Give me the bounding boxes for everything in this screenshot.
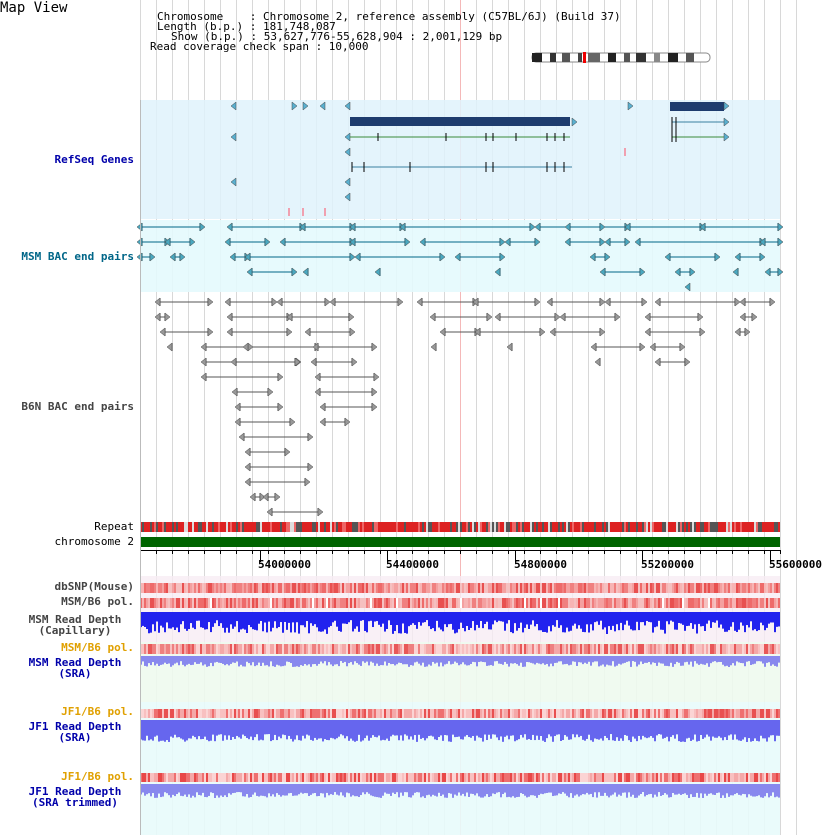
repeat-track[interactable] <box>140 522 780 532</box>
axis-tick-54800000: 54800000 <box>514 558 567 571</box>
chromosome-bar[interactable] <box>140 537 780 547</box>
jf1-b6-pol-label-2: JF1/B6 pol. <box>61 770 134 783</box>
chromosome-info: Chromosome : Chromosome 2, reference assembly (C57BL/6J) (Build 37) <box>157 10 621 23</box>
repeat-label: Repeat <box>94 520 134 533</box>
page-title: Map View <box>0 0 68 16</box>
refseq-genes-label: RefSeq Genes <box>54 153 134 166</box>
length-info: Length (b.p.) : 181,748,087 <box>157 20 336 33</box>
msm-b6-pol-label-2: MSM/B6 pol. <box>61 641 134 654</box>
b6n-bac-label: B6N BAC end pairs <box>21 400 134 413</box>
jf1-depth-trimmed-label: JF1 Read Depth (SRA trimmed) <box>28 785 122 809</box>
msm-depth-capillary-label: MSM Read Depth (Capillary) <box>28 613 122 637</box>
jf1-depth-sra-label: JF1 Read Depth (SRA) <box>28 720 122 744</box>
dbsnp-label: dbSNP(Mouse) <box>54 580 134 593</box>
axis-tick-54000000: 54000000 <box>258 558 311 571</box>
msm-b6-pol-label-1: MSM/B6 pol. <box>61 595 134 608</box>
axis-tick-55600000: 55600000 <box>769 558 822 571</box>
axis-tick-55200000: 55200000 <box>641 558 694 571</box>
axis-tick-54400000: 54400000 <box>386 558 439 571</box>
msm-bac-label: MSM BAC end pairs <box>21 250 134 263</box>
msm-depth-sra-label: MSM Read Depth (SRA) <box>28 656 122 680</box>
coverage-span-info: Read coverage check span : 10,000 <box>150 40 369 53</box>
chromosome-label: chromosome 2 <box>54 535 134 548</box>
jf1-b6-pol-label-1: JF1/B6 pol. <box>61 705 134 718</box>
show-range-info: Show (b.p.) : 53,627,776-55,628,904 : 2,001,129 bp <box>171 30 503 43</box>
